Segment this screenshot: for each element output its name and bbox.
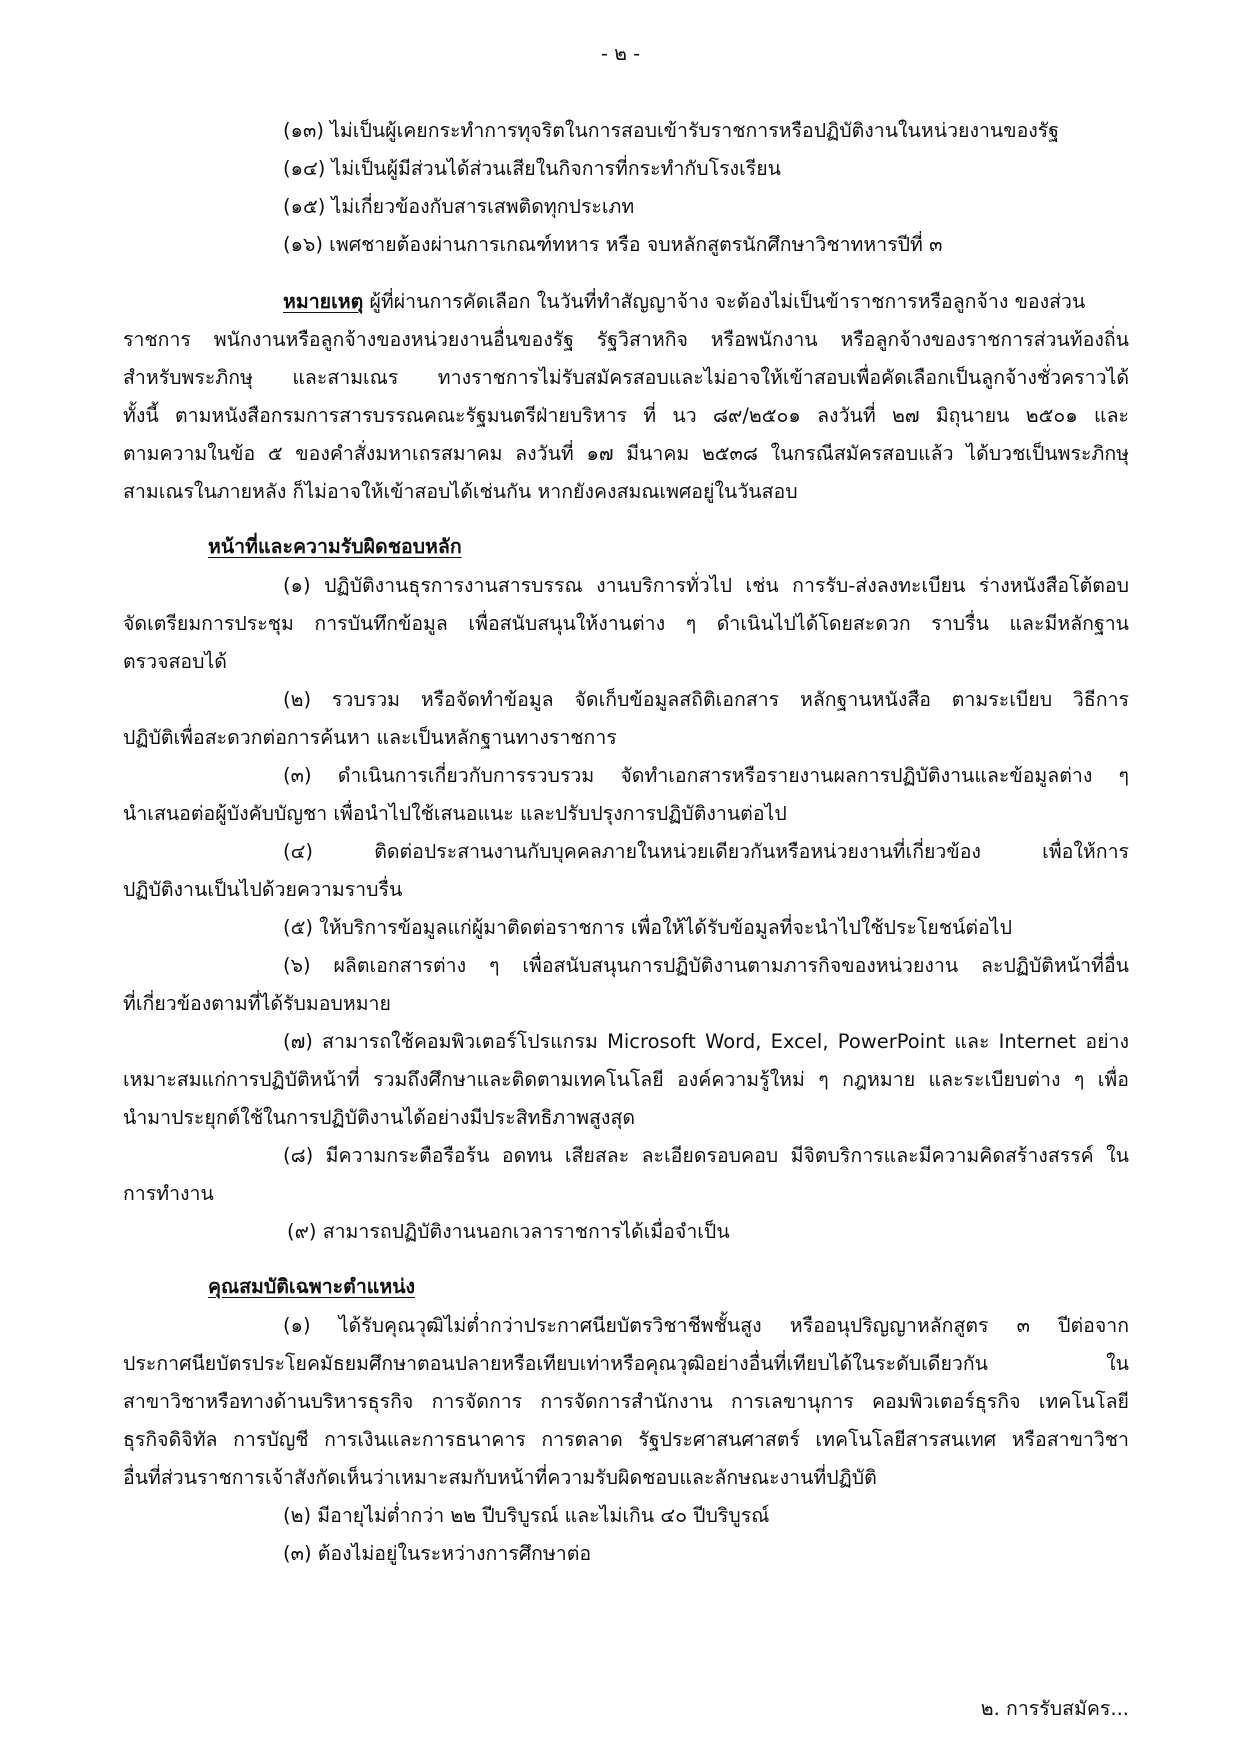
note-title: หมายเหตุ [283, 290, 364, 313]
duty-line: (๓) ดำเนินการเกี่ยวกับการรวบรวม จัดทำเอกสารหรือรายงานผลการปฏิบัติงานและข้อมูลต่าง ๆ [283, 764, 1129, 787]
specific-line: อื่นที่ส่วนราชการเจ้าสังกัดเห็นว่าเหมาะสมกับหน้าที่ความรับผิดชอบและลักษณะงานที่ปฏิบัติ [123, 1466, 877, 1489]
duty-line: จัดเตรียมการประชุม การบันทึกข้อมูล เพื่อสนับสนุนให้งานต่าง ๆ ดำเนินไปได้โดยสะดวก ราบรื่น และมีหลักฐาน [123, 612, 1129, 635]
duty-line: ปฏิบัติงานเป็นไปด้วยความราบรื่น [123, 878, 403, 901]
qualification-15: (๑๕) ไม่เกี่ยวข้องกับสารเสพติดทุกประเภท [283, 195, 635, 218]
note-line: ผู้ที่ผ่านการคัดเลือก ในวันที่ทำสัญญาจ้าง จะต้องไม่เป็นข้าราชการหรือลูกจ้าง ของส่วน [363, 290, 1086, 313]
duty-line: (๒) รวบรวม หรือจัดทำข้อมูล จัดเก็บข้อมูลสถิติเอกสาร หลักฐานหนังสือ ตามระเบียบ วิธีการ [283, 688, 1129, 711]
specific-line: (๓) ต้องไม่อยู่ในระหว่างการศึกษาต่อ [283, 1542, 592, 1565]
duty-line: ปฏิบัติเพื่อสะดวกต่อการค้นหา และเป็นหลักฐานทางราชการ [123, 726, 617, 749]
specific-line: (๑) ได้รับคุณวุฒิไม่ต่ำกว่าประกาศนียบัตรวิชาชีพชั้นสูง หรืออนุปริญญาหลักสูตร ๓ ปีต่อจาก [283, 1314, 1129, 1337]
note-line: ตามความในข้อ ๕ ของคำสั่งมหาเถรสมาคม ลงวันที่ ๑๗ มีนาคม ๒๕๓๘ ในกรณีสมัครสอบแล้ว ได้บวชเป็นพระภิกษุ [123, 442, 1129, 465]
duty-line: การทำงาน [123, 1182, 214, 1205]
note-first-line [283, 292, 1129, 312]
duty-line: นำเสนอต่อผู้บังคับบัญชา เพื่อนำไปใช้เสนอแนะ และปรับปรุงการปฏิบัติงานต่อไป [123, 802, 787, 825]
duty-line: (๖) ผลิตเอกสารต่าง ๆ เพื่อสนับสนุนการปฏิบัติงานตามภารกิจของหน่วยงาน ละปฏิบัติหน้าที่อื่น [283, 954, 1129, 977]
duty-line: (๑) ปฏิบัติงานธุรการงานสารบรรณ งานบริการทั่วไป เช่น การรับ-ส่งลงทะเบียน ร่างหนังสือโต้ตอบ [283, 574, 1129, 597]
duty-line: นำมาประยุกต์ใช้ในการปฏิบัติงานได้อย่างมีประสิทธิภาพสูงสุด [123, 1106, 636, 1129]
note-line: สามเณรในภายหลัง ก็ไม่อาจให้เข้าสอบได้เช่นกัน หากยังคงสมณเพศอยู่ในวันสอบ [123, 480, 798, 503]
qualification-16: (๑๖) เพศชายต้องผ่านการเกณฑ์ทหาร หรือ จบหลักสูตรนักศึกษาวิชาทหารปีที่ ๓ [283, 233, 943, 256]
duty-line: (๘) มีความกระตือรือร้น อดทน เสียสละ ละเอียดรอบคอบ มีจิตบริการและมีความคิดสร้างสรรค์ ใน [283, 1144, 1129, 1167]
specific-line: (๒) มีอายุไม่ต่ำกว่า ๒๒ ปีบริบูรณ์ และไม่เกิน ๔๐ ปีบริบูรณ์ [283, 1504, 770, 1527]
duty-line: (๔) ติดต่อประสานงานกับบุคคลภายในหน่วยเดียวกันหรือหน่วยงานที่เกี่ยวข้อง เพื่อให้การ [283, 840, 1129, 863]
page-number: - ๒ - [600, 42, 641, 65]
specific-line: ประกาศนียบัตรประโยคมัธยมศึกษาตอนปลายหรือเทียบเท่าหรือคุณวุฒิอย่างอื่นที่เทียบได้ในระดับเดียวกัน ใน [123, 1352, 1129, 1375]
duty-line: ตรวจสอบได้ [123, 650, 227, 673]
note-line: ทั้งนี้ ตามหนังสือกรมการสารบรรณคณะรัฐมนตรีฝ่ายบริหาร ที่ นว ๘๙/๒๕๐๑ ลงวันที่ ๒๗ มิถุนายน ๒๕๐๑ และ [123, 404, 1129, 427]
note-line: สำหรับพระภิกษุ และสามเณร ทางราชการไม่รับสมัครสอบและไม่อาจให้เข้าสอบเพื่อคัดเลือกเป็นลูกจ้างชั่วคราวได้ [123, 366, 1129, 389]
duties-heading: หน้าที่และความรับผิดชอบหลัก [208, 535, 462, 558]
qualification-14: (๑๔) ไม่เป็นผู้มีส่วนได้ส่วนเสียในกิจการที่กระทำกับโรงเรียน [283, 157, 781, 180]
specific-heading: คุณสมบัติเฉพาะตำแหน่ง [208, 1275, 416, 1298]
duty-line: ที่เกี่ยวข้องตามที่ได้รับมอบหมาย [123, 992, 391, 1015]
note-line: ราชการ พนักงานหรือลูกจ้างของหน่วยงานอื่นของรัฐ รัฐวิสาหกิจ หรือพนักงาน หรือลูกจ้างของราชการส่วนท้องถิ่น [123, 328, 1129, 351]
specific-line: ธุรกิจดิจิทัล การบัญชี การเงินและการธนาคาร การตลาด รัฐประศาสนศาสตร์ เทคโนโลยีสารสนเทศ หรือสาขาวิชา [123, 1428, 1129, 1451]
duty-line: (๙) สามารถปฏิบัติงานนอกเวลาราชการได้เมื่อจำเป็น [287, 1220, 730, 1243]
duty-line: เหมาะสมแก่การปฏิบัติหน้าที่ รวมถึงศึกษาและติดตามเทคโนโลยี องค์ความรู้ใหม่ ๆ กฎหมาย และระเบียบต่าง ๆ เพื่อ [123, 1068, 1130, 1091]
duty-line: (๗) สามารถใช้คอมพิวเตอร์โปรแกรม Microsoft Word, Excel, PowerPoint และ Internet อย่าง [283, 1030, 1129, 1053]
continuation-footer: ๒. การรับสมัคร... [980, 1697, 1129, 1720]
duty-line: (๕) ให้บริการข้อมูลแก่ผู้มาติดต่อราชการ เพื่อให้ได้รับข้อมูลที่จะนำไปใช้ประโยชน์ต่อไป [283, 916, 1012, 939]
qualification-13: (๑๓) ไม่เป็นผู้เคยกระทำการทุจริตในการสอบเข้ารับราชการหรือปฏิบัติงานในหน่วยงานของรัฐ [283, 119, 1060, 142]
specific-line: สาขาวิชาหรือทางด้านบริหารธุรกิจ การจัดการ การจัดการสำนักงาน การเลขานุการ คอมพิวเตอร์ธุรกิจ เทคโนโลยี [123, 1390, 1129, 1413]
